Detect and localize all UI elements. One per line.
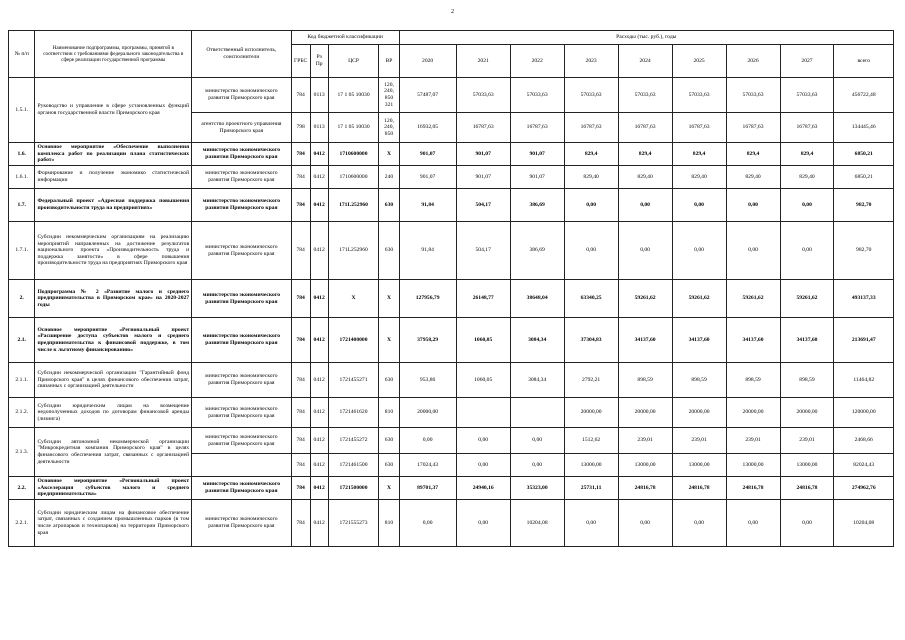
row-rzpr: 0412	[310, 500, 328, 547]
row-value-2026: 239,01	[726, 428, 780, 454]
row-executor: министерство экономического развития Приморского края	[192, 500, 292, 547]
row-value-2021: 504,17	[456, 222, 510, 280]
row-name: Руководство и управление в сфере установленных функций органов государственной власти Приморского края	[35, 78, 192, 143]
row-number: 2.1.	[9, 318, 35, 363]
row-vr: Х	[379, 280, 399, 318]
row-value-2025: 829,4	[672, 143, 726, 166]
row-value-2025: 59261,62	[672, 280, 726, 318]
row-number: 1.5.1.	[9, 78, 35, 143]
row-vr: 240	[379, 166, 399, 189]
row-rzpr: 0412	[310, 398, 328, 428]
row-vr: 810	[379, 398, 399, 428]
table-row	[9, 143, 894, 166]
row-grbs: 784	[291, 222, 310, 280]
row-value-2023: 2792,21	[564, 363, 618, 398]
row-name: Субсидии некоммерческой организации "Гарантийный фонд Приморского края" в целях финансового обеспечения затрат, связанных с организацией деятельности	[35, 363, 192, 398]
row-value-2023: 0,00	[564, 189, 618, 222]
header-year: 2022	[510, 45, 564, 78]
row-value-2022: 57033,63	[510, 78, 564, 113]
row-name: Формирование и получение экономико статистической информации	[35, 166, 192, 189]
row-grbs: 784	[291, 78, 310, 113]
row-value-2021: 1060,05	[456, 363, 510, 398]
row-value-2022: 386,69	[510, 222, 564, 280]
row-value-2024: 829,40	[618, 166, 672, 189]
header-grbs: ГРБС	[291, 45, 310, 78]
row-value-2026: 898,59	[726, 363, 780, 398]
row-value-2025: 24816,78	[672, 477, 726, 500]
row-rzpr: 0412	[310, 428, 328, 454]
row-value-2027: 57033,63	[780, 78, 834, 113]
row-value-2022: 35323,00	[510, 477, 564, 500]
header-year: 2027	[780, 45, 834, 78]
row-value-2024: 34137,60	[618, 318, 672, 363]
row-value-2023: 20000,00	[564, 398, 618, 428]
budget-table	[8, 30, 894, 547]
row-value-2025: 20000,00	[672, 398, 726, 428]
row-rzpr: 0113	[310, 78, 328, 113]
table-row	[9, 363, 894, 398]
row-value-2020: 953,86	[399, 363, 456, 398]
header-year: 2021	[456, 45, 510, 78]
row-value-2020: 16932,05	[399, 113, 456, 143]
row-number: 1.6.	[9, 143, 35, 166]
row-vr: Х	[379, 318, 399, 363]
row-grbs: 784	[291, 166, 310, 189]
row-value-2027: 24816,78	[780, 477, 834, 500]
row-rzpr: 0412	[310, 318, 328, 363]
row-executor: министерство экономического развития Приморского края	[192, 363, 292, 398]
row-value-2024: 829,4	[618, 143, 672, 166]
row-value-2021	[456, 398, 510, 428]
header-num: № п/п	[9, 31, 35, 78]
row-value-2026: 829,40	[726, 166, 780, 189]
row-number: 2.2.1.	[9, 500, 35, 547]
row-number: 1.6.1.	[9, 166, 35, 189]
row-value-2020: 91,84	[399, 222, 456, 280]
row-value-всего: 6850,21	[834, 143, 894, 166]
row-vr: Х	[379, 477, 399, 500]
row-value-2025: 0,00	[672, 500, 726, 547]
row-value-всего: 6850,21	[834, 166, 894, 189]
row-rzpr: 0412	[310, 477, 328, 500]
row-rzpr: 0412	[310, 280, 328, 318]
row-grbs: 784	[291, 477, 310, 500]
row-value-2022: 901,07	[510, 166, 564, 189]
row-csr: 171L252960	[328, 222, 379, 280]
page-number: 2	[451, 9, 454, 15]
header-year: 2023	[564, 45, 618, 78]
row-number: 2.1.3.	[9, 428, 35, 477]
row-value-2020: 57487,07	[399, 78, 456, 113]
row-name: Субсидии некоммерческим организациям на реализацию мероприятий направленных на достижение результатов национального проекта «Производительность труда и поддержка занятости» в сфере повышения производительности труда на предприятиях Приморского края	[35, 222, 192, 280]
row-vr: 630	[379, 428, 399, 454]
row-csr: 17 1 05 10030	[328, 113, 379, 143]
row-value-2024: 898,59	[618, 363, 672, 398]
header-rzpr: Рз Пр	[310, 45, 328, 78]
row-value-2027: 20000,00	[780, 398, 834, 428]
row-executor: министерство экономического развития Приморского края	[192, 477, 292, 500]
row-value-2026: 57033,63	[726, 78, 780, 113]
row-value-2026: 829,4	[726, 143, 780, 166]
row-csr: 1721455272	[328, 428, 379, 454]
header-expenses: Расходы (тыс. руб.), годы	[399, 31, 893, 45]
row-value-2026: 0,00	[726, 189, 780, 222]
row-value-2022: 10204,08	[510, 500, 564, 547]
row-value-всего: 456722,48	[834, 78, 894, 113]
row-csr: 1710600000	[328, 143, 379, 166]
row-executor	[192, 454, 292, 477]
row-value-2023: 57033,63	[564, 78, 618, 113]
row-value-2020: 37958,29	[399, 318, 456, 363]
row-value-2021: 0,00	[456, 428, 510, 454]
row-value-2023: 37304,83	[564, 318, 618, 363]
row-rzpr: 0412	[310, 189, 328, 222]
row-value-2023: 829,4	[564, 143, 618, 166]
row-value-2026: 24816,78	[726, 477, 780, 500]
row-executor: министерство экономического развития Приморского края	[192, 318, 292, 363]
row-csr: 1721555273	[328, 500, 379, 547]
row-executor: министерство экономического развития Приморского края	[192, 166, 292, 189]
row-name: Субсидии юридическим лицам на возмещение недополученных доходов по договорам финансовой аренды (лизинга)	[35, 398, 192, 428]
table-row	[9, 189, 894, 222]
row-name: Федеральный проект «Адресная поддержка повышения производительности труда на предприятиях»	[35, 189, 192, 222]
row-grbs: 784	[291, 280, 310, 318]
table-row	[9, 166, 894, 189]
row-value-2020: 91,84	[399, 189, 456, 222]
row-csr: Х	[328, 280, 379, 318]
row-value-всего: 213691,47	[834, 318, 894, 363]
row-value-2021: 24940,16	[456, 477, 510, 500]
row-name: Основное мероприятие «Региональный проект «Расширение доступа субъектов малого и среднего предпринимательства к финансовой поддержке, в том числе к льготному финансированию»	[35, 318, 192, 363]
table-row	[9, 428, 894, 454]
row-vr: 120, 240, 850 321	[379, 78, 399, 113]
row-vr: 630	[379, 222, 399, 280]
table-row	[9, 500, 894, 547]
row-value-2025: 829,40	[672, 166, 726, 189]
header-vr: ВР	[379, 45, 399, 78]
table-row	[9, 222, 894, 280]
row-grbs: 798	[291, 113, 310, 143]
row-grbs: 784	[291, 143, 310, 166]
row-grbs: 784	[291, 398, 310, 428]
row-number: 1.7.1.	[9, 222, 35, 280]
row-value-2023: 25731,11	[564, 477, 618, 500]
row-value-всего: 134445,46	[834, 113, 894, 143]
row-value-всего: 2468,66	[834, 428, 894, 454]
row-value-2027: 16787,63	[780, 113, 834, 143]
row-value-2026: 0,00	[726, 500, 780, 547]
row-grbs: 784	[291, 500, 310, 547]
row-grbs: 784	[291, 428, 310, 454]
row-value-2022: 0,00	[510, 454, 564, 477]
row-value-2024: 0,00	[618, 189, 672, 222]
row-vr: Х	[379, 143, 399, 166]
row-value-2026: 20000,00	[726, 398, 780, 428]
row-value-2027: 829,40	[780, 166, 834, 189]
row-csr: 1721461620	[328, 398, 379, 428]
row-csr: 1721455271	[328, 363, 379, 398]
row-value-2021: 0,00	[456, 454, 510, 477]
row-value-2027: 0,00	[780, 222, 834, 280]
row-value-всего: 11464,82	[834, 363, 894, 398]
row-name: Подпрограмма № 2 «Развитие малого и среднего предпринимательства в Приморском крае» на 2020-2027 годы	[35, 280, 192, 318]
row-value-2021: 0,00	[456, 500, 510, 547]
row-csr: 17 1 05 10030	[328, 78, 379, 113]
row-value-2024: 0,00	[618, 500, 672, 547]
row-value-2022	[510, 398, 564, 428]
header-year: 2020	[399, 45, 456, 78]
row-value-2023: 63340,25	[564, 280, 618, 318]
header-year: всего	[834, 45, 894, 78]
row-grbs: 784	[291, 189, 310, 222]
row-value-всего: 982,70	[834, 189, 894, 222]
row-value-2025: 16787,63	[672, 113, 726, 143]
row-name: Субсидии юридическим лицам на финансовое обеспечение затрат, связанных с созданием промышленных парков (в том числе агропарков и технопарков) на территории Приморского края	[35, 500, 192, 547]
table-row	[9, 398, 894, 428]
row-value-2027: 0,00	[780, 189, 834, 222]
row-executor: министерство экономического развития Приморского края	[192, 78, 292, 113]
header-year: 2024	[618, 45, 672, 78]
row-value-2027: 898,59	[780, 363, 834, 398]
row-value-2026: 59261,62	[726, 280, 780, 318]
header-executor: Ответственный исполнитель, соисполнители	[192, 31, 292, 78]
row-value-2025: 239,01	[672, 428, 726, 454]
row-number: 2.1.1.	[9, 363, 35, 398]
row-value-2025: 898,59	[672, 363, 726, 398]
row-executor: министерство экономического развития Приморского края	[192, 398, 292, 428]
row-value-2021: 26148,77	[456, 280, 510, 318]
row-value-2023: 16787,63	[564, 113, 618, 143]
row-value-2026: 0,00	[726, 222, 780, 280]
row-number: 1.7.	[9, 189, 35, 222]
header-year: 2025	[672, 45, 726, 78]
row-csr: 1721461500	[328, 454, 379, 477]
row-csr: 1721500000	[328, 477, 379, 500]
row-executor: министерство экономического развития Приморского края	[192, 189, 292, 222]
row-csr: 1710600000	[328, 166, 379, 189]
row-value-2020: 0,00	[399, 500, 456, 547]
row-name: Основное мероприятие «Региональный проект «Акселерация субъектов малого и среднего предпринимательства»	[35, 477, 192, 500]
header-year: 2026	[726, 45, 780, 78]
row-value-2023: 0,00	[564, 222, 618, 280]
row-name: Субсидии автономной некоммерческой организации "Микрокредитная компания Приморского края" в целях финансового обеспечения затрат, связанных с организацией деятельности	[35, 428, 192, 477]
row-value-2026: 16787,63	[726, 113, 780, 143]
row-value-2023: 13000,00	[564, 454, 618, 477]
row-value-2024: 20000,00	[618, 398, 672, 428]
row-value-2025: 57033,63	[672, 78, 726, 113]
header-csr: ЦСР	[328, 45, 379, 78]
row-value-2023: 0,00	[564, 500, 618, 547]
row-value-2022: 0,00	[510, 428, 564, 454]
row-value-2022: 3084,34	[510, 318, 564, 363]
row-value-2027: 239,01	[780, 428, 834, 454]
row-value-2025: 13000,00	[672, 454, 726, 477]
row-value-2021: 504,17	[456, 189, 510, 222]
row-csr: 171L252960	[328, 189, 379, 222]
row-value-2024: 0,00	[618, 222, 672, 280]
row-name: Основное мероприятие «Обеспечение выполнения комплекса работ по реализации плана статистических работ»	[35, 143, 192, 166]
row-number: 2.1.2.	[9, 398, 35, 428]
header-code-group: Код бюджетной классификации	[291, 31, 399, 45]
row-value-2023: 1512,62	[564, 428, 618, 454]
row-value-2024: 57033,63	[618, 78, 672, 113]
row-value-2021: 1060,05	[456, 318, 510, 363]
row-value-всего: 82024,43	[834, 454, 894, 477]
row-value-всего: 982,70	[834, 222, 894, 280]
row-value-2020: 20000,00	[399, 398, 456, 428]
row-value-всего: 274962,76	[834, 477, 894, 500]
row-value-2022: 38648,04	[510, 280, 564, 318]
row-value-2024: 16787,63	[618, 113, 672, 143]
row-value-2020: 901,07	[399, 166, 456, 189]
row-value-всего: 10204,08	[834, 500, 894, 547]
row-executor: министерство экономического развития Приморского края	[192, 143, 292, 166]
row-vr: 630	[379, 189, 399, 222]
row-value-2027: 59261,62	[780, 280, 834, 318]
row-vr: 630	[379, 363, 399, 398]
row-rzpr: 0412	[310, 454, 328, 477]
row-vr: 630	[379, 454, 399, 477]
row-value-2025: 0,00	[672, 222, 726, 280]
row-value-2022: 901,07	[510, 143, 564, 166]
row-value-всего: 493137,33	[834, 280, 894, 318]
row-executor: министерство экономического развития Приморского края	[192, 428, 292, 454]
row-csr: 1721400000	[328, 318, 379, 363]
row-value-2026: 34137,60	[726, 318, 780, 363]
row-value-2025: 34137,60	[672, 318, 726, 363]
row-rzpr: 0113	[310, 113, 328, 143]
row-value-2027: 829,4	[780, 143, 834, 166]
table-row	[9, 477, 894, 500]
row-value-2024: 13000,00	[618, 454, 672, 477]
row-grbs: 784	[291, 363, 310, 398]
row-rzpr: 0412	[310, 166, 328, 189]
row-rzpr: 0412	[310, 143, 328, 166]
row-executor: министерство экономического развития Приморского края	[192, 222, 292, 280]
row-value-2020: 0,00	[399, 428, 456, 454]
row-value-2027: 13000,00	[780, 454, 834, 477]
row-grbs: 784	[291, 454, 310, 477]
row-value-2020: 127956,79	[399, 280, 456, 318]
row-grbs: 784	[291, 318, 310, 363]
row-value-2026: 13000,00	[726, 454, 780, 477]
table-row	[9, 280, 894, 318]
row-value-2021: 901,07	[456, 166, 510, 189]
header-name: Наименование подпрограммы, программы, принятой в соответствии с требованиями федерального законодательства в сфере реализации государственной программы	[35, 31, 192, 78]
row-value-2024: 239,01	[618, 428, 672, 454]
row-value-2021: 57033,63	[456, 78, 510, 113]
row-value-2021: 901,07	[456, 143, 510, 166]
row-rzpr: 0412	[310, 222, 328, 280]
row-number: 2.	[9, 280, 35, 318]
row-value-2027: 34137,60	[780, 318, 834, 363]
row-vr: 120, 240, 850	[379, 113, 399, 143]
row-value-2021: 16787,63	[456, 113, 510, 143]
row-value-2023: 829,40	[564, 166, 618, 189]
row-value-2020: 901,07	[399, 143, 456, 166]
row-value-2020: 89701,37	[399, 477, 456, 500]
row-value-всего: 120000,00	[834, 398, 894, 428]
table-row	[9, 78, 894, 113]
row-value-2020: 17024,43	[399, 454, 456, 477]
row-executor: агентство проектного управления Приморского края	[192, 113, 292, 143]
row-rzpr: 0412	[310, 363, 328, 398]
table-row	[9, 318, 894, 363]
row-number: 2.2.	[9, 477, 35, 500]
row-value-2027: 0,00	[780, 500, 834, 547]
row-executor: министерство экономического развития Приморского края	[192, 280, 292, 318]
row-value-2024: 59261,62	[618, 280, 672, 318]
row-vr: 810	[379, 500, 399, 547]
row-value-2022: 386,69	[510, 189, 564, 222]
row-value-2022: 16787,63	[510, 113, 564, 143]
row-value-2024: 24816,78	[618, 477, 672, 500]
row-value-2025: 0,00	[672, 189, 726, 222]
row-value-2022: 3084,34	[510, 363, 564, 398]
